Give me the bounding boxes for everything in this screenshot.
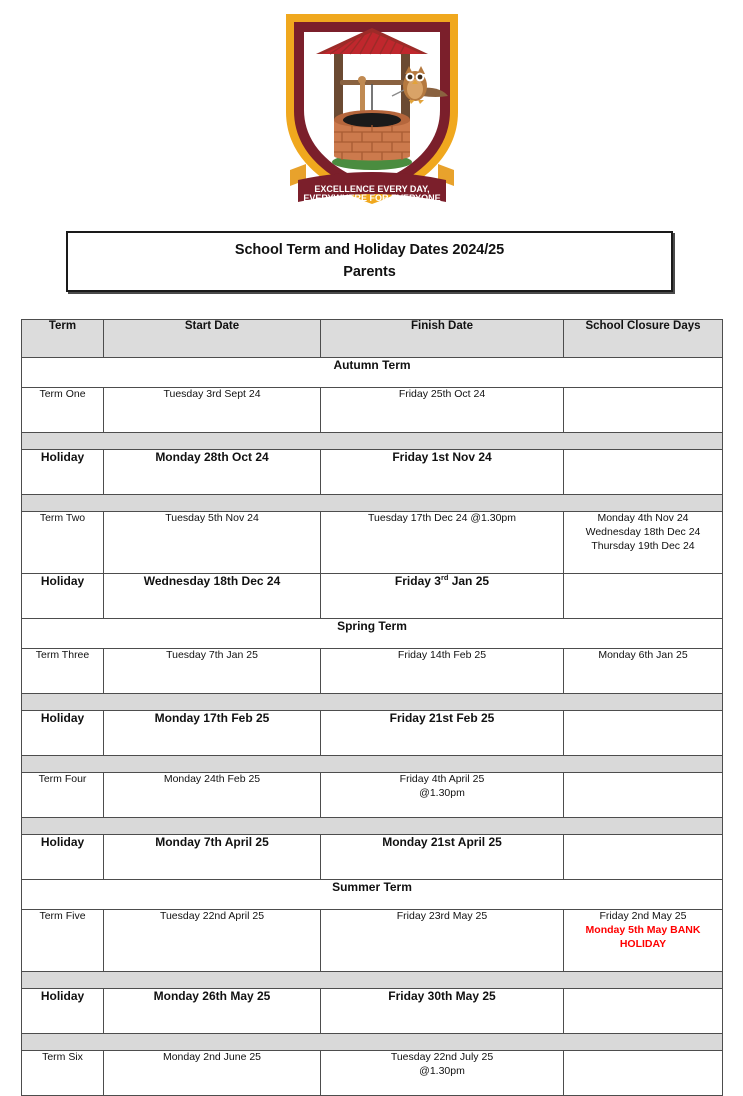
cell-term: Term Five: [22, 910, 104, 972]
header-closure: School Closure Days: [564, 320, 723, 358]
spacer-row: [22, 972, 723, 989]
cell-closure: [564, 388, 723, 433]
section-row-summer: [22, 880, 723, 910]
cell-start: Tuesday 22nd April 25: [104, 910, 321, 972]
cell-term: Term Two: [22, 512, 104, 574]
cell-finish: Friday 14th Feb 25: [321, 649, 564, 694]
cell-start: Monday 24th Feb 25: [104, 773, 321, 818]
table-row: [22, 910, 723, 972]
well-crank-knob: [358, 76, 366, 84]
cell-closure: [564, 512, 723, 574]
cell-closure: [564, 574, 723, 619]
cell-closure: [564, 711, 723, 756]
cell-term: Holiday: [22, 574, 104, 619]
motto-line-2: EVERYWHERE FOR EVERYONE: [302, 193, 441, 203]
cell-finish: Friday 30th May 25: [321, 989, 564, 1034]
well-opening: [343, 113, 401, 127]
finish-date-line: Tuesday 22nd July 25: [390, 1051, 494, 1063]
cell-start: Tuesday 3rd Sept 24: [104, 388, 321, 433]
cell-start: Wednesday 18th Dec 24: [104, 574, 321, 619]
table-header-row: [22, 320, 723, 358]
table-row: [22, 835, 723, 880]
table-row: [22, 512, 723, 574]
cell-closure: [564, 773, 723, 818]
table-row: [22, 989, 723, 1034]
cell-closure: Monday 6th Jan 25: [564, 649, 723, 694]
cell-finish: [321, 574, 564, 619]
cell-finish: Friday 1st Nov 24: [321, 450, 564, 495]
section-row-autumn: [22, 358, 723, 388]
table-row: [22, 450, 723, 495]
cell-finish: [321, 773, 564, 818]
finish-date-post: Jan 25: [448, 574, 490, 588]
ordinal-suffix: rd: [440, 573, 449, 582]
cell-term: Holiday: [22, 835, 104, 880]
motto-line-1: EXCELLENCE EVERY DAY,: [313, 184, 430, 194]
closure-entry-bank-holiday: Monday 5th May BANK: [585, 923, 701, 936]
closure-entry-bank-holiday-cont: HOLIDAY: [619, 937, 667, 950]
spacer-row: [22, 818, 723, 835]
cell-term: Term Six: [22, 1051, 104, 1096]
crest-svg: [272, 4, 472, 216]
term-dates-table-wrap: [21, 319, 722, 1096]
cell-finish: Friday 23rd May 25: [321, 910, 564, 972]
cell-closure: [564, 450, 723, 495]
cell-term: Term One: [22, 388, 104, 433]
table-row: [22, 773, 723, 818]
section-label-autumn: Autumn Term: [22, 358, 723, 388]
cell-finish: Tuesday 17th Dec 24 @1.30pm: [321, 512, 564, 574]
section-label-spring: Spring Term: [22, 619, 723, 649]
term-dates-table: [21, 319, 723, 1096]
finish-time-line: @1.30pm: [419, 786, 465, 799]
cell-start: Monday 7th April 25: [104, 835, 321, 880]
closure-entry: Thursday 19th Dec 24: [591, 539, 695, 552]
closure-entry: Monday 4th Nov 24: [597, 512, 689, 524]
header-finish-date: Finish Date: [321, 320, 564, 358]
spacer-row: [22, 433, 723, 450]
cell-finish: [321, 1051, 564, 1096]
section-label-summer: Summer Term: [22, 880, 723, 910]
page-title: School Term and Holiday Dates 2024/25: [234, 242, 505, 259]
school-crest-logo: [0, 4, 743, 216]
spacer-row: [22, 1034, 723, 1051]
cell-closure: [564, 910, 723, 972]
cell-finish: Friday 21st Feb 25: [321, 711, 564, 756]
section-row-spring: [22, 619, 723, 649]
finish-date-pre: Friday 3: [394, 574, 441, 588]
cell-term: Term Three: [22, 649, 104, 694]
cell-start: Monday 26th May 25: [104, 989, 321, 1034]
table-row: [22, 711, 723, 756]
finish-date-line: Friday 4th April 25: [399, 773, 485, 785]
spacer-row: [22, 495, 723, 512]
cell-start: Tuesday 5th Nov 24: [104, 512, 321, 574]
cell-start: Monday 2nd June 25: [104, 1051, 321, 1096]
cell-closure: [564, 1051, 723, 1096]
table-row: [22, 574, 723, 619]
header-term: Term: [22, 320, 104, 358]
cell-start: Monday 17th Feb 25: [104, 711, 321, 756]
cell-finish: Monday 21st April 25: [321, 835, 564, 880]
spacer-row: [22, 694, 723, 711]
cell-term: Holiday: [22, 450, 104, 495]
header-start-date: Start Date: [104, 320, 321, 358]
cell-start: Tuesday 7th Jan 25: [104, 649, 321, 694]
finish-time-line: @1.30pm: [419, 1064, 465, 1077]
cell-start: Monday 28th Oct 24: [104, 450, 321, 495]
spacer-row: [22, 756, 723, 773]
document-title-box: [66, 231, 673, 292]
cell-term: Term Four: [22, 773, 104, 818]
closure-entry: Friday 2nd May 25: [599, 910, 687, 922]
cell-closure: [564, 989, 723, 1034]
page-subtitle: Parents: [343, 263, 396, 280]
table-row: [22, 388, 723, 433]
cell-closure: [564, 835, 723, 880]
closure-entry: Wednesday 18th Dec 24: [585, 525, 701, 538]
table-row: [22, 649, 723, 694]
cell-finish: Friday 25th Oct 24: [321, 388, 564, 433]
cell-term: Holiday: [22, 989, 104, 1034]
table-row: [22, 1051, 723, 1096]
cell-term: Holiday: [22, 711, 104, 756]
